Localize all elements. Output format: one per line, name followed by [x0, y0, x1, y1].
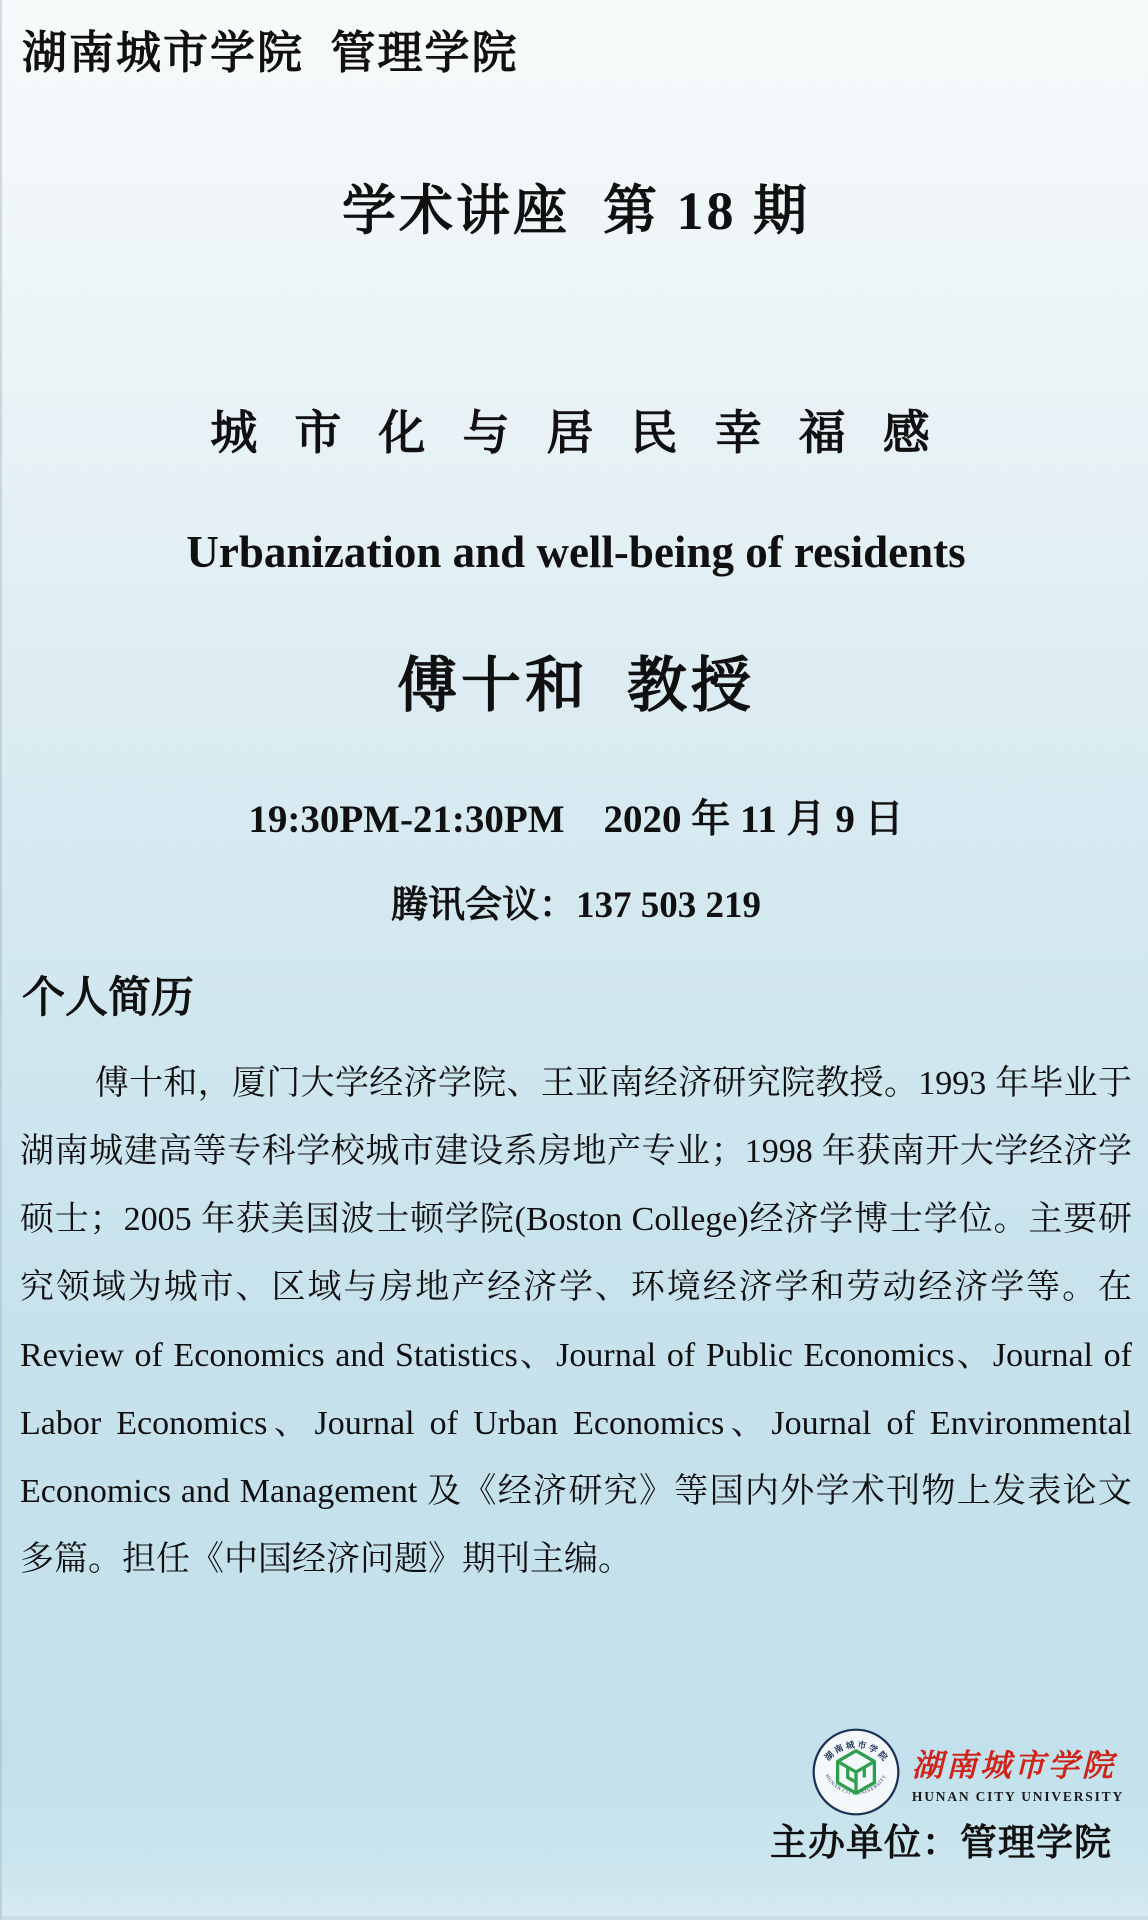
- lecture-title-english: Urbanization and well-being of residents: [186, 527, 966, 577]
- organizer-line: 主办单位：管理学院: [770, 1823, 1112, 1864]
- meeting-id-line: 腾讯会议：137 503 219: [391, 885, 761, 926]
- bio-section-heading: 个人简历: [22, 974, 194, 1022]
- university-name-english-logo: HUNAN CITY UNIVERSITY: [911, 1788, 1124, 1804]
- university-seal-icon: [810, 1726, 902, 1818]
- lecture-series-title: 学术讲座 第 18 期: [342, 181, 810, 241]
- university-name-chinese-logo: 湖南城市学院: [911, 1747, 1116, 1783]
- seal-top-arc-text: 湖 南 城 市 学 院: [822, 1739, 890, 1763]
- university-wordmark: [912, 1740, 1124, 1805]
- lecture-title-chinese: 城 市 化 与 居 民 幸 福 感: [210, 406, 942, 459]
- university-logo-block: [810, 1726, 1124, 1818]
- university-department-header: 湖南城市学院 管理学院: [22, 28, 519, 78]
- speaker-bio-paragraph: 傅十和，厦门大学经济学院、王亚南经济研究院教授。1993 年毕业于湖南城建高等专科学校城市建设系房地产专业；1998 年获南开大学经济学硕士；2005 年获美国波士顿学院(Boston College)经济学博士学位。主要研究领域为城市、区域与房地产经济学、环境经济学和劳动经济学等。在 Review of Economics and Statistics、Journal of Public Economics、Journal of Labor Economics、Journal of Urban Economics、Journal of Environmental Economics and Management 及《经济研究》等国内外学术刊物上发表论文多篇。担任《中国经济问题》期刊主编。: [20, 1065, 1132, 1578]
- lecture-schedule: 19:30PM-21:30PM 2020 年 11 月 9 日: [248, 798, 904, 841]
- speaker-name: 傅十和 教授: [397, 653, 755, 719]
- seal-bottom-arc-text: HUNAN CITY UNIVERSITY: [823, 1773, 889, 1797]
